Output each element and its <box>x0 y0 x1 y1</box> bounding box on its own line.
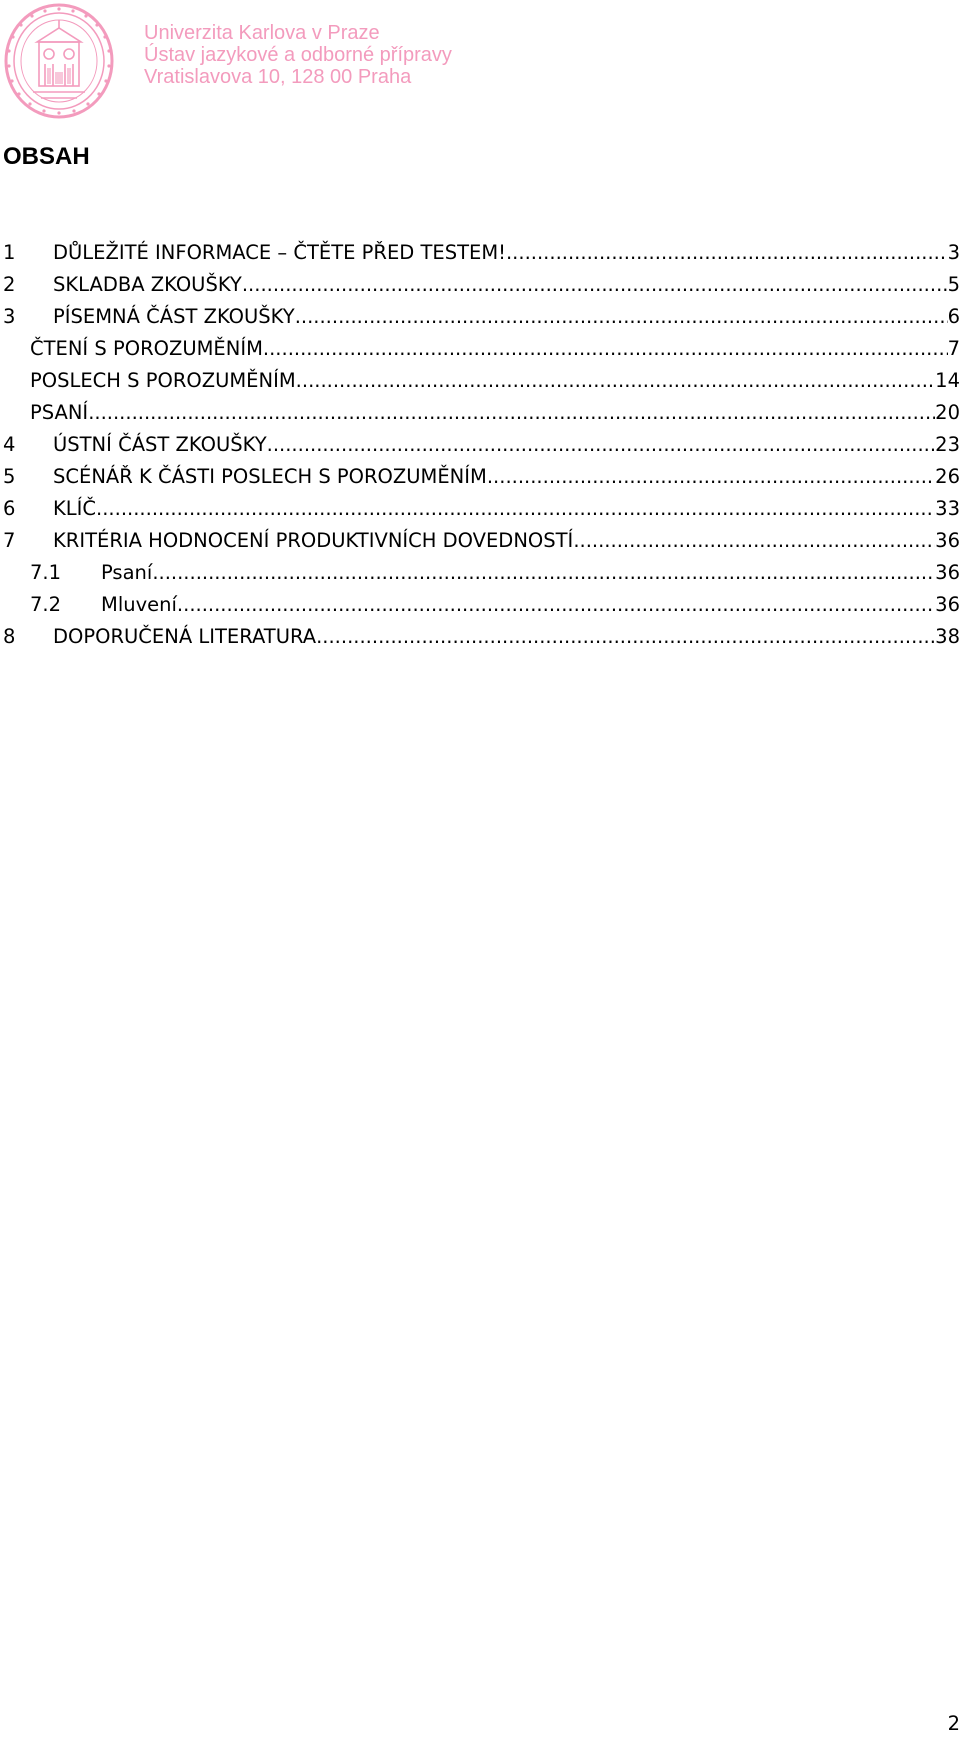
toc-entry[interactable] <box>0 397 960 429</box>
toc-entry-label: POSLECH S POROZUMĚNÍM <box>30 369 296 392</box>
toc-entry-label: ČTENÍ S POROZUMĚNÍM <box>30 337 263 360</box>
toc-entry-page: 38 <box>935 625 960 648</box>
toc-entry-number: 7.1 <box>30 561 62 584</box>
toc-entry-number: 7.2 <box>30 593 62 616</box>
institute-address: Vratislavova 10, 128 00 Praha <box>144 66 412 88</box>
toc-entry-number: 1 <box>3 241 16 264</box>
toc-dot-leader <box>487 461 935 493</box>
toc-entry-page: 14 <box>935 369 960 392</box>
toc-entry-number: 8 <box>3 625 16 648</box>
toc-entry[interactable] <box>0 365 960 397</box>
toc-dot-leader <box>152 557 935 589</box>
toc-entry-page: 6 <box>947 305 960 328</box>
toc-dot-leader <box>506 237 948 269</box>
toc-entry-page: 20 <box>935 401 960 424</box>
toc-dot-leader <box>177 589 935 621</box>
toc-entry-label: ÚSTNÍ ČÁST ZKOUŠKY <box>53 433 267 456</box>
toc-dot-leader <box>573 525 935 557</box>
toc-entry-label: DŮLEŽITÉ INFORMACE – ČTĚTE PŘED TESTEM! <box>53 241 506 264</box>
toc-dot-leader <box>96 493 935 525</box>
toc-entry-number: 6 <box>3 497 16 520</box>
toc-entry[interactable] <box>0 493 960 525</box>
toc-entry[interactable] <box>0 269 960 301</box>
toc-entry[interactable] <box>0 301 960 333</box>
toc-entry-page: 33 <box>935 497 960 520</box>
toc-entry-label: SCÉNÁŘ K ČÁSTI POSLECH S POROZUMĚNÍM <box>53 465 487 488</box>
page-header <box>0 0 960 125</box>
toc-dot-leader <box>242 269 948 301</box>
toc-entry-label: DOPORUČENÁ LITERATURA <box>53 625 317 648</box>
toc-entry-page: 5 <box>947 273 960 296</box>
toc-dot-leader <box>267 429 936 461</box>
toc-entry-label: KRITÉRIA HODNOCENÍ PRODUKTIVNÍCH DOVEDNOSTÍ <box>53 529 574 552</box>
university-seal-logo <box>3 2 115 120</box>
toc-entry-label: SKLADBA ZKOUŠKY <box>53 273 242 296</box>
toc-entry-page: 36 <box>935 529 960 552</box>
institute-name: Ústav jazykové a odborné přípravy <box>144 44 452 66</box>
toc-entry[interactable] <box>0 621 960 653</box>
toc-entry-label: PÍSEMNÁ ČÁST ZKOUŠKY <box>53 305 295 328</box>
toc-entry-page: 36 <box>935 593 960 616</box>
toc-entry[interactable] <box>0 557 960 589</box>
toc-entry-label: KLÍČ <box>53 497 97 520</box>
toc-entry-number: 4 <box>3 433 16 456</box>
toc-entry[interactable] <box>0 461 960 493</box>
toc-entry-label: PSANÍ <box>30 401 89 424</box>
toc-entry-number: 2 <box>3 273 16 296</box>
table-of-contents <box>0 237 960 653</box>
toc-entry-number: 3 <box>3 305 16 328</box>
toc-dot-leader <box>263 333 948 365</box>
toc-entry-page: 3 <box>947 241 960 264</box>
toc-entry[interactable] <box>0 589 960 621</box>
toc-entry-page: 36 <box>935 561 960 584</box>
toc-entry[interactable] <box>0 333 960 365</box>
toc-entry[interactable] <box>0 525 960 557</box>
toc-dot-leader <box>316 621 935 653</box>
page-title: OBSAH <box>3 143 90 170</box>
toc-entry-page: 26 <box>935 465 960 488</box>
toc-entry[interactable] <box>0 237 960 269</box>
university-address-block <box>144 22 452 88</box>
toc-entry-page: 23 <box>935 433 960 456</box>
toc-dot-leader <box>296 365 936 397</box>
toc-entry-label: Psaní <box>101 561 153 584</box>
page-number: 2 <box>947 1712 960 1735</box>
toc-entry-number: 5 <box>3 465 16 488</box>
toc-entry-label: Mluvení <box>101 593 177 616</box>
toc-dot-leader <box>88 397 935 429</box>
toc-entry[interactable] <box>0 429 960 461</box>
toc-dot-leader <box>295 301 948 333</box>
toc-entry-page: 7 <box>947 337 960 360</box>
university-name: Univerzita Karlova v Praze <box>144 22 380 44</box>
toc-entry-number: 7 <box>3 529 16 552</box>
